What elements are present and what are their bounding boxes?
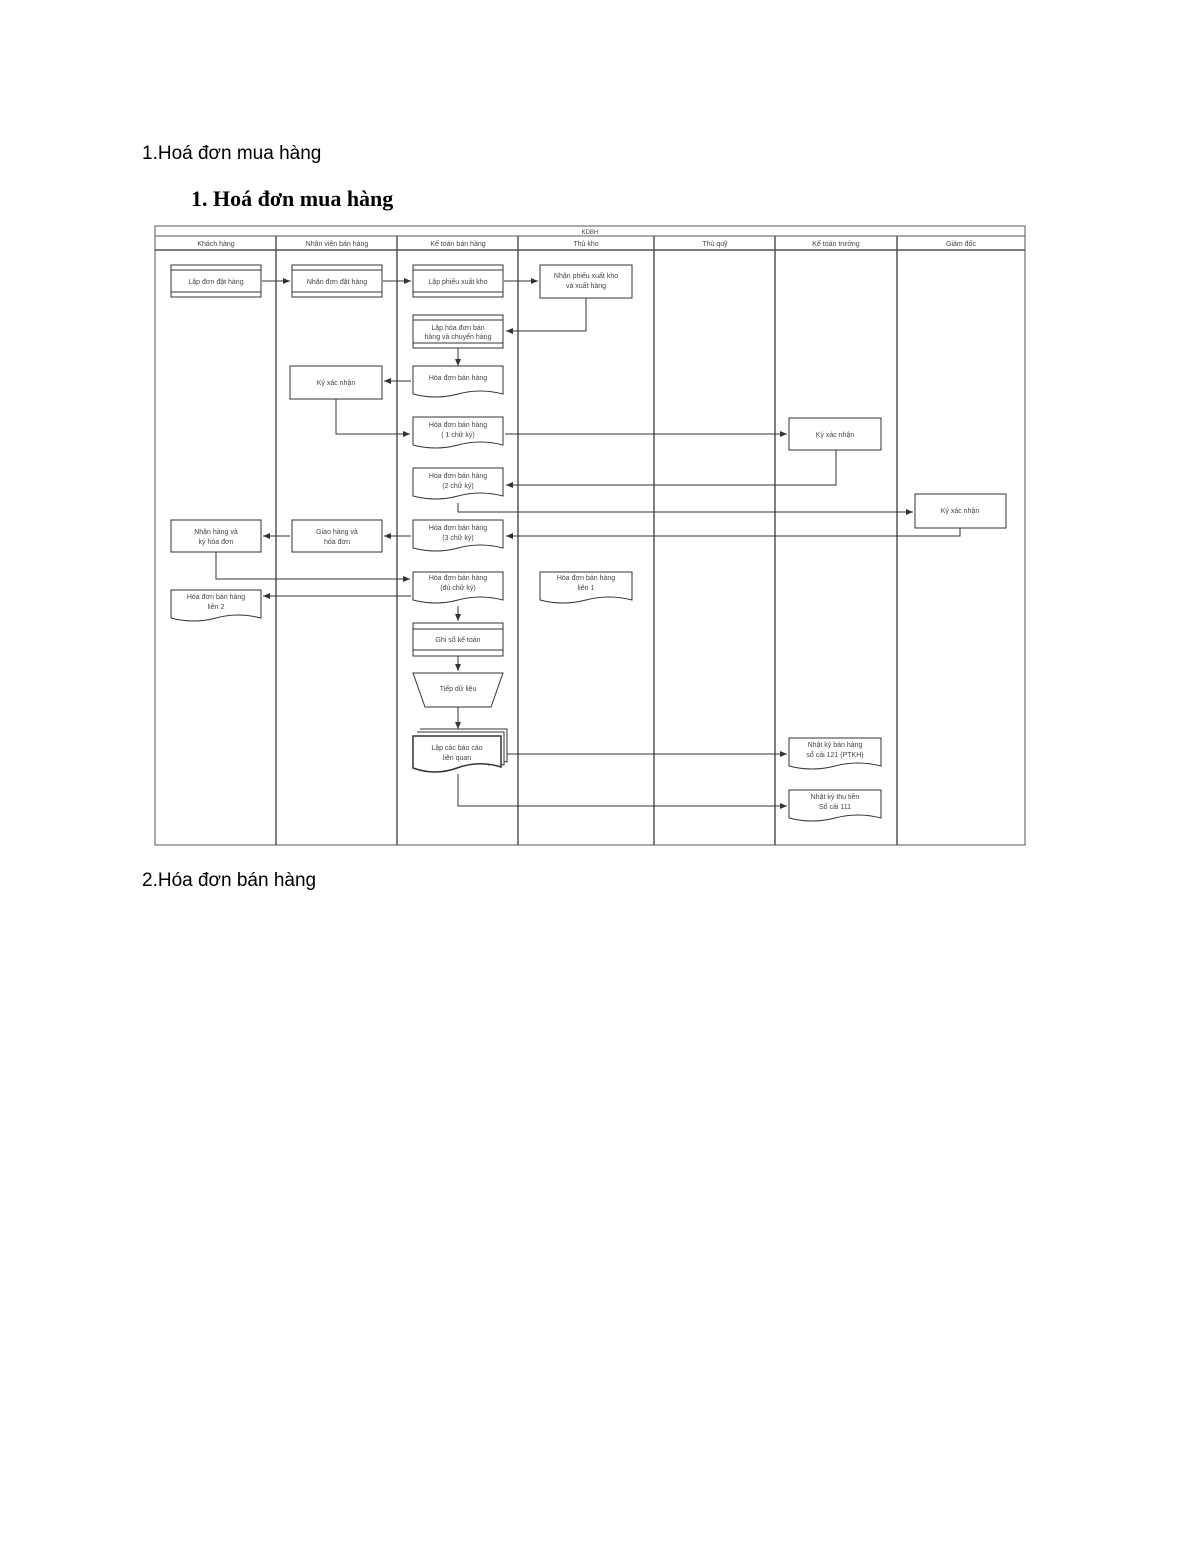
node-text: Nhận hàng và [194, 529, 238, 536]
section-heading-1: 1.Hoá đơn mua hàng [142, 143, 322, 164]
node-hoa-don-1-chu-ky [413, 417, 503, 448]
node-text: Ký xác nhận [316, 380, 356, 387]
node-text: Ghi sổ kế toán [435, 637, 481, 644]
node-text: Lập đơn đặt hàng [188, 279, 244, 286]
figure-title: 1. Hoá đơn mua hàng [191, 186, 394, 211]
node-text: (3 chữ ký) [442, 535, 474, 542]
node-text: Sổ cái 111 [818, 804, 852, 811]
node-lap-hoa-don-ban-hang [413, 315, 503, 348]
lane-header-ke-toan-ban-hang: Kế toán bán hàng [430, 241, 486, 248]
node-nhan-phieu-xuat-kho [540, 265, 632, 298]
lane-header-nhan-vien-ban-hang: Nhân viên bán hàng [305, 241, 369, 248]
node-text: Nhận đơn đặt hàng [306, 279, 368, 286]
node-text: Tiếp dữ liệu [439, 686, 477, 693]
node-text: Hóa đơn bán hàng [428, 422, 488, 429]
node-text: và xuất hàng [565, 283, 607, 290]
node-nhan-hang-va-ky-hoa-don [171, 520, 261, 552]
node-giao-hang-va-hoa-don [292, 520, 382, 552]
node-text: Hóa đơn bán hàng [428, 525, 488, 532]
node-text: Hóa đơn bán hàng [428, 473, 488, 480]
node-text: liên quan [442, 755, 472, 762]
lane-header-giam-doc: Giám đốc [946, 241, 976, 248]
node-lap-phieu-xuat-kho [413, 265, 503, 297]
node-text: hóa đơn [323, 539, 351, 546]
lane-header-ke-toan-truong: Kế toán trưởng [812, 241, 860, 248]
node-text: Ký xác nhận [940, 508, 980, 515]
node-nhat-ky-thu-tien [789, 790, 881, 821]
node-lap-don-dat-hang [171, 265, 261, 297]
node-text: liên 1 [577, 585, 595, 592]
node-hoa-don-du-chu-ky [413, 572, 503, 603]
lane-header-thu-quy: Thủ quỹ [702, 241, 728, 248]
node-hoa-don-lien-1 [540, 572, 632, 603]
node-nv-ky-xac-nhan [290, 366, 382, 399]
node-text: Hóa đơn bán hàng [556, 575, 616, 582]
section-heading-2: 2.Hóa đơn bán hàng [142, 870, 317, 891]
node-hoa-don-ban-hang [413, 366, 503, 397]
node-text: Lập phiếu xuất kho [428, 279, 488, 286]
node-text: (2 chữ ký) [442, 483, 474, 490]
pool-title: KDBH [581, 230, 599, 236]
node-text: Hóa đơn bán hàng [428, 375, 488, 382]
node-text: Nhận phiếu xuất kho [553, 273, 619, 280]
node-ghi-so-ke-toan [413, 623, 503, 656]
node-hoa-don-2-chu-ky [413, 468, 503, 499]
node-ktt-ky-xac-nhan [789, 418, 881, 450]
node-text: Ký xác nhận [815, 432, 855, 439]
node-tiep-du-lieu [413, 673, 503, 707]
node-gd-ky-xac-nhan [915, 494, 1006, 528]
node-text: liên 2 [207, 604, 225, 611]
node-text: Nhật ký thu tiền [810, 794, 860, 801]
node-nhan-don-dat-hang [292, 265, 382, 297]
node-text: Nhật ký bán hàng [807, 742, 863, 749]
node-lap-cac-bao-cao [413, 729, 507, 772]
node-text: Lập các báo cáo [431, 745, 483, 752]
node-text: (đủ chữ ký) [440, 585, 476, 592]
node-text: sổ cái 121 (PTKH) [806, 752, 864, 759]
lane-header-khach-hang: Khách hàng [197, 241, 235, 248]
node-hoa-don-lien-2 [171, 590, 261, 621]
node-nhat-ky-ban-hang [789, 738, 881, 769]
node-text: Hóa đơn bán hàng [428, 575, 488, 582]
lane-header-thu-kho: Thủ kho [573, 241, 599, 248]
node-text: Lập hóa đơn bán [431, 325, 485, 332]
node-text: ( 1 chữ ký) [441, 432, 475, 439]
node-text: hàng và chuyển hàng [424, 334, 492, 341]
node-text: ký hóa đơn [198, 539, 234, 546]
node-text: Giao hàng và [316, 529, 358, 536]
node-hoa-don-3-chu-ky [413, 520, 503, 551]
node-text: Hóa đơn bán hàng [186, 594, 246, 601]
